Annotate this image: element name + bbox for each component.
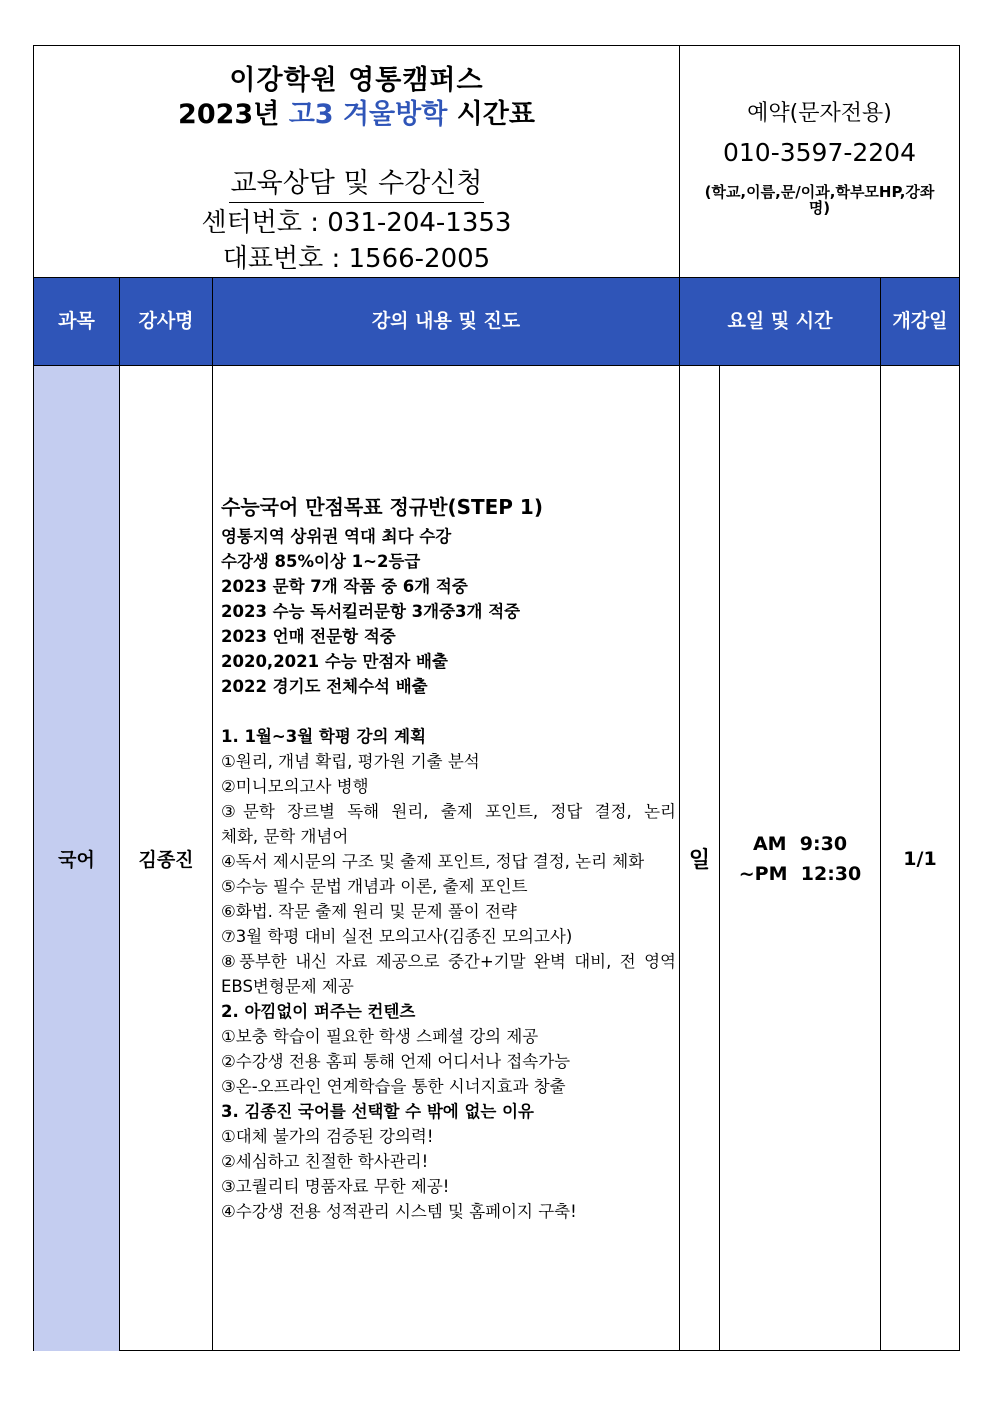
title-highlight: 고3 겨울방학 (288, 99, 448, 130)
highlight-line: 2023 수능 독서킬러문항 3개중3개 적중 (221, 602, 521, 621)
content-cell (213, 366, 680, 1351)
spacer (221, 699, 676, 724)
time-start: AM 9:30 (752, 832, 848, 855)
reservation-phone: 010-3597-2204 (722, 138, 916, 167)
list-item: ④독서 제시문의 구조 및 출제 포인트, 정답 결정, 논리 체화 (221, 852, 645, 871)
list-item: ③고퀄리티 명품자료 무한 제공! (221, 1177, 450, 1196)
header-title-block (34, 46, 680, 277)
course-row (34, 365, 959, 1350)
list-item: ⑧풍부한 내신 자료 제공으로 중간+기말 완벽 대비, 전 영역 (221, 952, 676, 971)
highlight-line: 영통지역 상위권 역대 최다 수강 (221, 527, 452, 546)
col-schedule: 요일 및 시간 (680, 278, 881, 365)
time-end: ~PM 12:30 (738, 862, 862, 885)
highlight-line: 수강생 85%이상 1~2등급 (221, 552, 421, 571)
section-title: 3. 김종진 국어를 선택할 수 밖에 없는 이유 (221, 1102, 534, 1121)
reservation-note: (학교,이름,문/이과,학부모HP,강좌명) (704, 183, 935, 217)
col-open-date: 개강일 (892, 310, 948, 332)
list-item: ③문학 장르별 독해 원리, 출제 포인트, 정답 결정, 논리 (221, 802, 676, 821)
col-subject: 과목 (34, 278, 120, 365)
list-item: ⑥화법. 작문 출제 원리 및 문제 풀이 전략 (221, 902, 517, 921)
column-header-row (34, 277, 959, 365)
list-item: ⑦3월 학평 대비 실전 모의고사(김종진 모의고사) (221, 927, 573, 946)
subject-cell: 국어 (34, 366, 120, 1351)
time-cell (720, 366, 881, 1351)
teacher-cell: 김종진 (120, 366, 213, 1351)
title-year: 2023년 (178, 99, 280, 130)
list-item: ②수강생 전용 홈피 통해 언제 어디서나 접속가능 (221, 1052, 571, 1071)
title-suffix: 시간표 (456, 99, 535, 130)
consult-label: 교육상담 및 수강신청 (34, 161, 679, 200)
list-item: ②미니모의고사 병행 (221, 777, 369, 796)
course-title: 수능국어 만점목표 정규반(STEP 1) (221, 495, 543, 519)
col-teacher: 강사명 (120, 278, 213, 365)
col-content: 강의 내용 및 진도 (213, 278, 680, 365)
list-item: ①대체 불가의 검증된 강의력! (221, 1127, 434, 1146)
list-item: ①보충 학습이 필요한 학생 스페셜 강의 제공 (221, 1027, 539, 1046)
highlight-line: 2023 언매 전문항 적중 (221, 627, 396, 646)
highlight-line: 2020,2021 수능 만점자 배출 (221, 652, 448, 671)
list-item: ③온-오프라인 연계학습을 통한 시너지효과 창출 (221, 1077, 566, 1096)
academy-name: 이강학원 영통캠퍼스 (229, 65, 484, 96)
list-item: 체화, 문학 개념어 (221, 827, 349, 846)
list-item: ②세심하고 친절한 학사관리! (221, 1152, 429, 1171)
day-cell: 일 (680, 366, 720, 1351)
center-number: 센터번호 : 031-204-1353 (201, 208, 512, 238)
section-title: 2. 아낌없이 퍼주는 컨텐츠 (221, 1002, 416, 1021)
open-date-cell: 1/1 (903, 847, 937, 870)
list-item: ⑤수능 필수 문법 개념과 이론, 출제 포인트 (221, 877, 528, 896)
reservation-block (680, 46, 959, 277)
list-item: ①원리, 개념 확립, 평가원 기출 분석 (221, 752, 480, 771)
section-title: 1. 1월~3월 학평 강의 계획 (221, 727, 427, 746)
list-item: ④수강생 전용 성적관리 시스템 및 홈페이지 구축! (221, 1202, 577, 1221)
timetable-title (34, 92, 679, 131)
highlight-line: 2022 경기도 전체수석 배출 (221, 677, 428, 696)
timetable-frame (33, 45, 960, 1351)
highlight-line: 2023 문학 7개 작품 중 6개 적중 (221, 577, 468, 596)
reservation-label: 예약(문자전용) (747, 101, 892, 126)
course-details (221, 524, 676, 1224)
list-item: EBS변형문제 제공 (221, 977, 354, 996)
main-number: 대표번호 : 1566-2005 (222, 244, 491, 274)
